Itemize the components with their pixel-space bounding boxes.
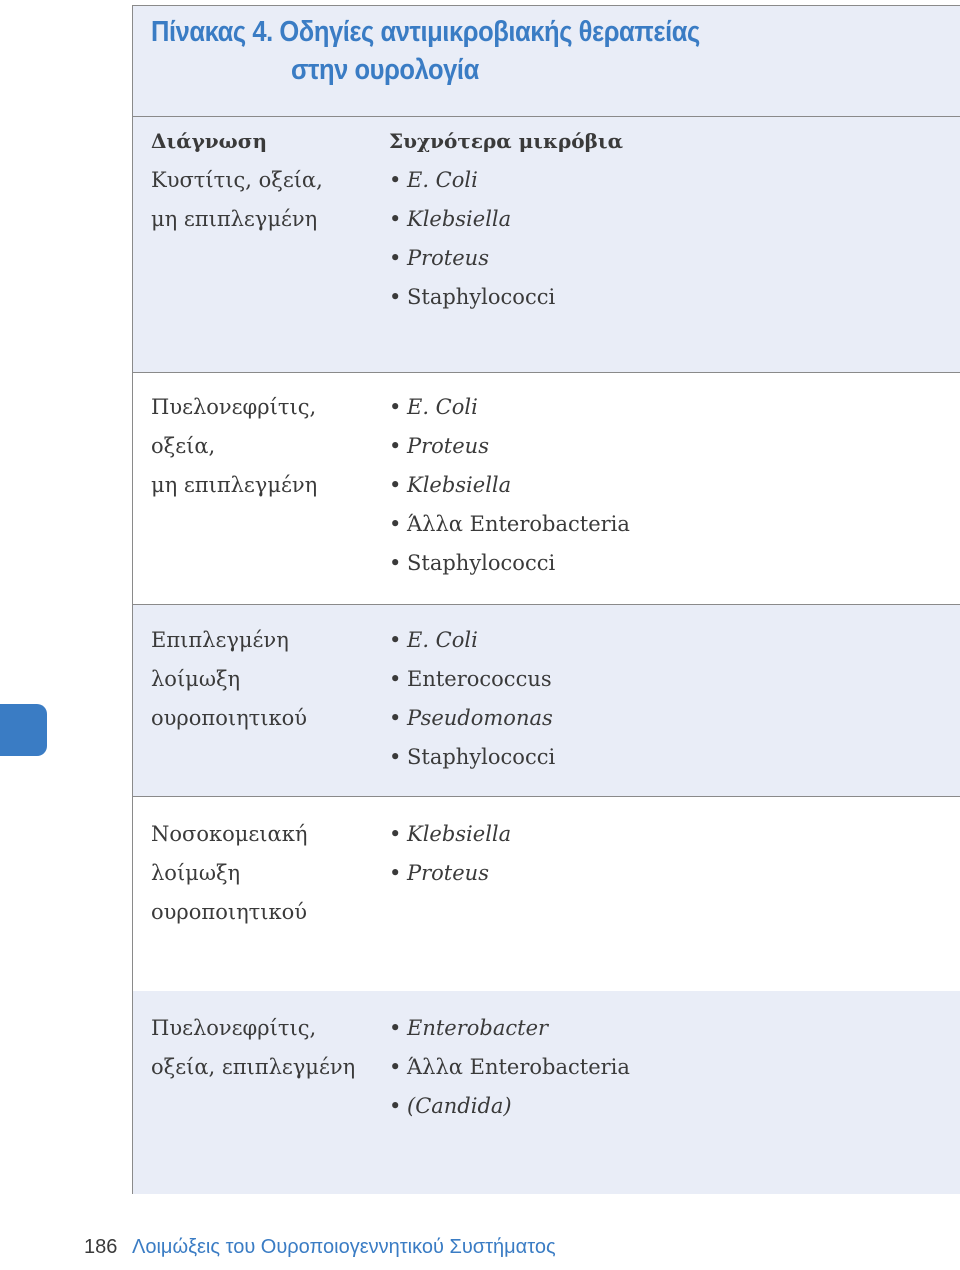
bullet-icon: • [389, 434, 402, 458]
diagnosis-cell [151, 388, 317, 505]
microbe-name: Proteus [407, 246, 489, 270]
bullet-icon: • [389, 395, 402, 419]
microbe-item [389, 1009, 630, 1048]
microbe-item [389, 815, 511, 854]
table-row [133, 797, 960, 991]
microbe-item [389, 239, 623, 278]
microbe-item [389, 854, 511, 893]
microbe-item [389, 1048, 630, 1087]
diagnosis-line: λοίμωξη [151, 667, 241, 691]
microbes-cell [389, 1009, 630, 1126]
microbe-name: Pseudomonas [407, 706, 553, 730]
bullet-icon: • [389, 1094, 402, 1118]
microbe-item [389, 200, 623, 239]
microbe-name: Proteus [407, 434, 489, 458]
diagnosis-line: Πυελονεφρίτις, [151, 395, 317, 419]
bullet-icon: • [389, 706, 402, 730]
microbe-name: E. Coli [407, 628, 478, 652]
bullet-icon: • [389, 667, 402, 691]
diagnosis-header: Διάγνωση [151, 129, 267, 153]
diagnosis-cell [151, 621, 307, 738]
microbe-name: Άλλα Enterobacteria [407, 512, 630, 536]
microbe-name: (Candida) [407, 1094, 512, 1118]
bullet-icon: • [389, 551, 402, 575]
bullet-icon: • [389, 285, 402, 309]
microbe-name: Staphylococci [407, 551, 556, 575]
microbe-name: Klebsiella [407, 822, 512, 846]
diagnosis-line: οξεία, επιπλεγμένη [151, 1055, 356, 1079]
microbe-name: E. Coli [407, 395, 478, 419]
diagnosis-line: οξεία, [151, 434, 216, 458]
microbes-cell [389, 122, 623, 317]
bullet-icon: • [389, 1055, 402, 1079]
microbe-name: Klebsiella [407, 473, 512, 497]
table-row [133, 991, 960, 1194]
bullet-icon: • [389, 473, 402, 497]
diagnosis-cell [151, 815, 307, 932]
bullet-icon: • [389, 207, 402, 231]
bullet-icon: • [389, 168, 402, 192]
microbe-item [389, 505, 630, 544]
microbes-header: Συχνότερα μικρόβια [389, 129, 623, 153]
diagnosis-line: Πυελονεφρίτις, [151, 1016, 317, 1040]
bullet-icon: • [389, 512, 402, 536]
microbe-name: Staphylococci [407, 285, 556, 309]
diagnosis-line: μη επιπλεγμένη [151, 473, 318, 497]
microbe-name: Enterococcus [407, 667, 552, 691]
bullet-icon: • [389, 822, 402, 846]
microbe-name: E. Coli [407, 168, 478, 192]
table-title-line-2: στην ουρολογία [291, 54, 479, 86]
bullet-icon: • [389, 246, 402, 270]
microbe-item [389, 660, 555, 699]
microbe-name: Staphylococci [407, 745, 556, 769]
microbe-name: Klebsiella [407, 207, 512, 231]
table-title-band [133, 6, 960, 117]
diagnosis-line: μη επιπλεγμένη [151, 207, 318, 231]
table-row [133, 117, 960, 373]
diagnosis-line: λοίμωξη [151, 861, 241, 885]
microbe-item [389, 161, 623, 200]
microbe-list [389, 388, 630, 583]
bullet-icon: • [389, 1016, 402, 1040]
microbe-item [389, 1087, 630, 1126]
microbe-name: Proteus [407, 861, 489, 885]
microbe-item [389, 738, 555, 777]
diagnosis-line: ουροποιητικού [151, 706, 308, 730]
microbe-item [389, 544, 630, 583]
microbe-list [389, 1009, 630, 1126]
microbe-item [389, 621, 555, 660]
diagnosis-cell [151, 1009, 355, 1087]
bullet-icon: • [389, 861, 402, 885]
table-title-line-1: Πίνακας 4. Οδηγίες αντιμικροβιακής θεραπείας [151, 16, 700, 48]
diagnosis-line: Νοσοκομειακή [151, 822, 308, 846]
table-row [133, 373, 960, 605]
microbe-item [389, 699, 555, 738]
microbes-cell [389, 815, 511, 893]
antimicrobial-table [132, 5, 960, 1194]
bullet-icon: • [389, 628, 402, 652]
microbes-cell [389, 621, 555, 777]
microbe-item [389, 278, 623, 317]
diagnosis-line: ουροποιητικού [151, 900, 308, 924]
diagnosis-cell [151, 122, 323, 239]
running-title: Λοιμώξεις του Ουροποιογεννητικού Συστήματος [132, 1236, 556, 1258]
page-number: 186 [84, 1236, 118, 1258]
microbe-name: Άλλα Enterobacteria [407, 1055, 630, 1079]
microbe-list [389, 621, 555, 777]
bullet-icon: • [389, 745, 402, 769]
diagnosis-line: Επιπλεγμένη [151, 628, 289, 652]
diagnosis-line: Κυστίτις, οξεία, [151, 168, 323, 192]
table-row [133, 605, 960, 797]
microbe-list [389, 161, 623, 317]
microbe-item [389, 427, 630, 466]
microbe-name: Enterobacter [407, 1016, 549, 1040]
chapter-tab [0, 704, 47, 756]
microbes-cell [389, 388, 630, 583]
microbe-item [389, 466, 630, 505]
microbe-item [389, 388, 630, 427]
microbe-list [389, 815, 511, 893]
